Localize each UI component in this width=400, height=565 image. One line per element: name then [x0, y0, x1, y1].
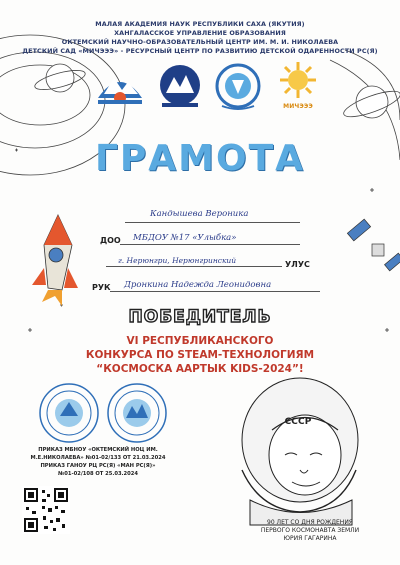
organizer-line-3: ОКТЕМСКИЙ НАУЧНО-ОБРАЗОВАТЕЛЬНЫЙ ЦЕНТР ИМ. М. И. НИКОЛАЕВА	[61, 38, 339, 46]
organizer-line-1: МАЛАЯ АКАДЕМИЯ НАУК РЕСПУБЛИКИ САХА (ЯКУТИЯ)	[95, 20, 305, 28]
doo-value: МБДОУ №17 «Улыбка»	[133, 233, 237, 243]
award-status: ПОБЕДИТЕЛЬ	[128, 307, 272, 327]
order-line-3: ПРИКАЗ ГАНОУ РЦ РС(Я) «МАН РС(Я)»	[40, 463, 156, 469]
doo-label: ДОО	[100, 236, 121, 245]
contest-line-2: КОНКУРСА ПО STEAM-ТЕХНОЛОГИЯМ	[85, 349, 315, 361]
ulus-field-line	[106, 266, 282, 267]
recipient-name: Кандышева Вероника	[150, 209, 249, 219]
rocket-icon	[32, 215, 78, 306]
doo-field-line	[120, 244, 300, 245]
helmet-text: СССР	[284, 417, 312, 427]
hangalass-education-logo-icon	[152, 63, 208, 109]
anniversary-line-3: ЮРИЯ ГАГАРИНА	[283, 535, 337, 542]
micheee-sun-logo-icon	[272, 60, 324, 106]
man-rs-logo-icon	[94, 64, 146, 106]
micheee-logo-caption: МИЧЭЭЭ	[283, 103, 313, 110]
certificate-title: ГРАМОТА	[94, 138, 306, 179]
order-line-4: №01-02/108 ОТ 25.03.2024	[58, 471, 138, 477]
order-line-2: М.Е.НИКОЛАЕВА» №01-02/133 ОТ 21.03.2024	[30, 455, 166, 461]
supervisor-value: Дронкина Надежда Леонидовна	[124, 280, 272, 290]
contest-line-3: “КОСМОСКА ААРТЫК KIDS-2024”!	[96, 363, 304, 375]
organizer-line-4: ДЕТСКИЙ САД «МИЧЭЭЭ» - РЕСУРСНЫЙ ЦЕНТР ПО РАЗВИТИЮ ДЕТСКОЙ ОДАРЕННОСТИ РС(Я)	[22, 47, 378, 55]
organizer-line-2: ХАНГАЛАССКОЕ УПРАВЛЕНИЕ ОБРАЗОВАНИЯ	[114, 29, 286, 37]
supervisor-label: РУК	[92, 283, 111, 292]
supervisor-field-line	[110, 291, 320, 292]
man-rs-seal-icon	[106, 382, 168, 444]
order-line-1: ПРИКАЗ МБНОУ «ОКТЕМСКИЙ НОЦ ИМ.	[38, 447, 158, 453]
name-field-line	[125, 222, 300, 223]
ulus-label: УЛУС	[285, 260, 310, 269]
oktem-seal-icon	[38, 382, 100, 444]
qr-code-icon	[22, 486, 70, 534]
anniversary-line-2: ПЕРВОГО КОСМОНАВТА ЗЕМЛИ	[260, 527, 360, 534]
oktem-noc-logo-icon	[212, 62, 264, 112]
astronaut-portrait-icon	[242, 378, 358, 525]
contest-line-1: VI РЕСПУБЛИКАНСКОГО	[126, 335, 274, 347]
satellite-icon	[347, 219, 400, 271]
ulus-value: г. Нерюнгри, Нерюнгринский	[118, 256, 237, 265]
anniversary-line-1: 90 ЛЕТ СО ДНЯ РОЖДЕНИЯ	[267, 519, 353, 526]
